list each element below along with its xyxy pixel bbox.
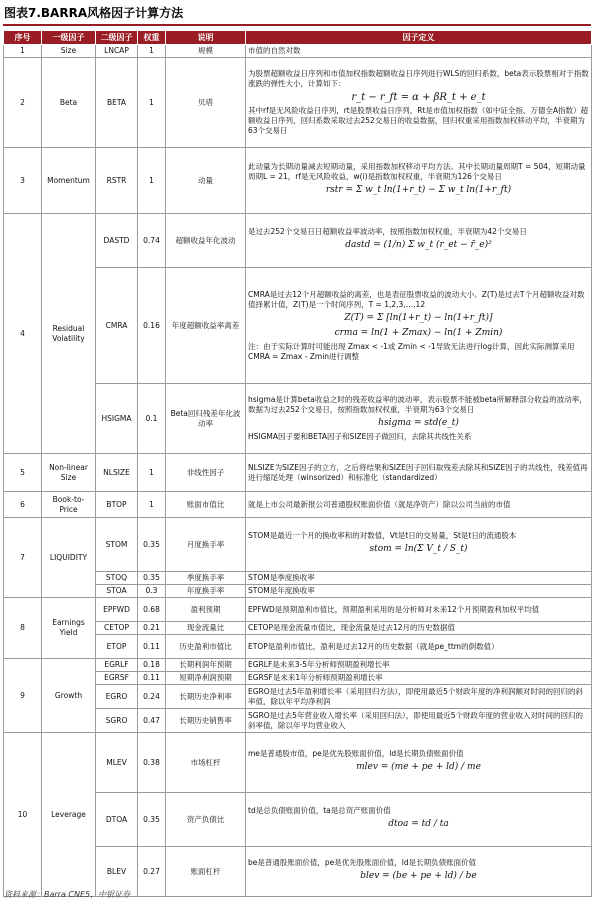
weight: 0.47 — [138, 709, 166, 733]
description: 盈利预期 — [166, 598, 246, 622]
level2-factor: BETA — [96, 58, 138, 148]
level1-factor: Earnings Yield — [42, 598, 96, 659]
description: 长期历史销售率 — [166, 709, 246, 733]
definition-text: STOM是最近一个月的换收率和的对数值，Vt是t日的交易量，St是t日的流通股本 — [248, 531, 517, 540]
definition — [246, 214, 592, 268]
level2-factor: MLEV — [96, 733, 138, 793]
table-row — [4, 733, 592, 793]
row-no: 8 — [4, 598, 42, 659]
definition: 市值的自然对数 — [246, 45, 592, 58]
level2-factor: BTOP — [96, 492, 138, 518]
table-row — [4, 518, 592, 572]
formula: hsigma = std(e_t) — [378, 418, 459, 428]
row-no: 3 — [4, 148, 42, 214]
table-row — [4, 148, 592, 214]
definition-text: 为股票超额收益日序列和市值加权指数超额收益日序列进行WLS的回归系数，beta表示股票相对于指数涨跌的弹性大小，计算如下： — [248, 69, 589, 88]
barra-factor-table — [3, 30, 592, 897]
definition-text: be是普通股账面价值，pe是优先股账面价值，ld是长期负债账面价值 — [248, 858, 477, 867]
header-row — [4, 31, 592, 45]
definition-text: 其中rf是无风险收益日序列，rt是股票收益日序列，Rt是市值加权指数（如中证全指、万德全A指数）超额收益日序列，回归系数采取过去252交易日的收益数据，回归权重采用指数加权移动平均，半衰期为63个交易日 — [248, 106, 589, 135]
definition — [246, 733, 592, 793]
definition: NLSIZE为SIZE因子的立方，之后将结果和SIZE因子回归取残差去除其和SIZE因子的共线性，残差值再进行缩尾处理（winsorized）和标准化（standardized） — [246, 454, 592, 492]
header-level1: 一级因子 — [42, 31, 96, 45]
level2-factor: CMRA — [96, 268, 138, 384]
definition: EGRSF是未来1年分析师预期盈利增长率 — [246, 672, 592, 685]
definition-text: 是过去252个交易日日超额收益率波动率，按照指数加权权重，半衰期为42个交易日 — [248, 227, 527, 236]
table-row — [4, 454, 592, 492]
weight: 0.24 — [138, 685, 166, 709]
table-row — [4, 45, 592, 58]
weight: 0.16 — [138, 268, 166, 384]
definition — [246, 384, 592, 454]
formula: rstr = Σ w_t ln(1+r_t) − Σ w_t ln(1+r_ft) — [325, 185, 512, 195]
description: 超额收益年化波动 — [166, 214, 246, 268]
definition — [246, 268, 592, 384]
level2-factor: SGRO — [96, 709, 138, 733]
formula: stom = ln(Σ V_t / S_t) — [369, 544, 468, 554]
description: 规模 — [166, 45, 246, 58]
definition-text: td是总负债账面价值，ta是总资产账面价值 — [248, 806, 391, 815]
description: 年度超额收益率离差 — [166, 268, 246, 384]
weight: 0.35 — [138, 793, 166, 847]
definition: 就是上市公司最新报公司普通股权账面价值（就是净资产）除以公司当前的市值 — [246, 492, 592, 518]
description: 账面杠杆 — [166, 847, 246, 897]
level2-factor: DTOA — [96, 793, 138, 847]
level2-factor: EGRLF — [96, 659, 138, 672]
definition — [246, 793, 592, 847]
weight: 1 — [138, 58, 166, 148]
level2-factor: HSIGMA — [96, 384, 138, 454]
level2-factor: EGRSF — [96, 672, 138, 685]
weight: 1 — [138, 45, 166, 58]
weight: 0.3 — [138, 585, 166, 598]
header-definition: 因子定义 — [246, 31, 592, 45]
row-no: 5 — [4, 454, 42, 492]
definition: EGRLF是未来3-5年分析师预期盈利增长率 — [246, 659, 592, 672]
level2-factor: NLSIZE — [96, 454, 138, 492]
level2-factor: RSTR — [96, 148, 138, 214]
table-row — [4, 598, 592, 622]
definition: EGRO是过去5年盈利增长率（采用回归方法），即使用最近5个财政年度的净利润额对时间的回归的斜率值，除以年平均净利润 — [246, 685, 592, 709]
description: 季度换手率 — [166, 572, 246, 585]
level1-factor: Size — [42, 45, 96, 58]
formula: mlev = (me + pe + ld) / me — [356, 762, 481, 772]
definition-text: CMRA是过去12个月超额收益的离差，也是表征股票收益的波动大小。Z(T)是过去T个月超额收益对数值择累计值，Z(T)是一个时间序列，T = 1,2,3,…,12 — [248, 289, 585, 309]
weight: 0.27 — [138, 847, 166, 897]
formula: crma = ln(1 + Zmax) − ln(1 + Zmin) — [334, 327, 503, 338]
weight: 1 — [138, 454, 166, 492]
level2-factor: CETOP — [96, 622, 138, 635]
definition-text: HSIGMA因子要和BETA因子和SIZE因子做回归，去除其共线性关系 — [248, 432, 472, 441]
level1-factor: Growth — [42, 659, 96, 733]
row-no: 9 — [4, 659, 42, 733]
row-no: 4 — [4, 214, 42, 454]
description: 长期历史净利率 — [166, 685, 246, 709]
description: 年度换手率 — [166, 585, 246, 598]
row-no: 7 — [4, 518, 42, 598]
level1-factor: Residual Volatility — [42, 214, 96, 454]
description: 资产负债比 — [166, 793, 246, 847]
weight: 0.74 — [138, 214, 166, 268]
weight: 0.21 — [138, 622, 166, 635]
level2-factor: BLEV — [96, 847, 138, 897]
level2-factor: STOA — [96, 585, 138, 598]
row-no: 1 — [4, 45, 42, 58]
header-level2: 二级因子 — [96, 31, 138, 45]
description: 动量 — [166, 148, 246, 214]
description: 现金流量比 — [166, 622, 246, 635]
formula: r_t − r_ft = α + βR_t + e_t — [351, 92, 486, 103]
level2-factor: DASTD — [96, 214, 138, 268]
definition-text: 注：由于实际计算时可能出现 Zmax < -1或 Zmin < -1导致无法进行log计算，因此实际测算采用CMRA = Zmax - Zmin进行调整 — [248, 341, 575, 361]
description: 账面市值比 — [166, 492, 246, 518]
weight: 0.35 — [138, 518, 166, 572]
definition — [246, 518, 592, 572]
description: 贝塔 — [166, 58, 246, 148]
header-desc: 说明 — [166, 31, 246, 45]
definition: ETOP是盈利市值比，盈利是过去12月的历史数据（就是pe_ttm的倒数值） — [246, 635, 592, 659]
table-row — [4, 492, 592, 518]
weight: 0.38 — [138, 733, 166, 793]
level2-factor: ETOP — [96, 635, 138, 659]
level2-factor: STOQ — [96, 572, 138, 585]
level1-factor: Leverage — [42, 733, 96, 897]
description: 市场杠杆 — [166, 733, 246, 793]
definition — [246, 58, 592, 148]
description: 非线性因子 — [166, 454, 246, 492]
formula: dastd = (1/n) Σ w_t (r_et − r̄_e)² — [345, 240, 492, 250]
table-title: 图表7.BARRA风格因子计算方法 — [4, 6, 184, 20]
definition: CETOP是现金流量市值比，现金流量是过去12月的历史数据值 — [246, 622, 592, 635]
definition-text: me是普通股市值，pe是优先股账面价值，ld是长期负债账面价值 — [248, 749, 464, 758]
level1-factor: Non-linear Size — [42, 454, 96, 492]
row-no: 2 — [4, 58, 42, 148]
level1-factor: Momentum — [42, 148, 96, 214]
description: 历史盈利市值比 — [166, 635, 246, 659]
row-no: 6 — [4, 492, 42, 518]
weight: 0.18 — [138, 659, 166, 672]
formula: blev = (be + pe + ld) / be — [360, 871, 477, 881]
table-row — [4, 58, 592, 148]
header-no: 序号 — [4, 31, 42, 45]
weight: 0.11 — [138, 635, 166, 659]
weight: 0.1 — [138, 384, 166, 454]
definition — [246, 847, 592, 897]
weight: 0.35 — [138, 572, 166, 585]
definition: SGRO是过去5年营业收入增长率（采用回归法），即使用最近5个财政年度的营业收入对时间的回归的斜率值，除以年平均营业收入 — [246, 709, 592, 733]
weight: 1 — [138, 148, 166, 214]
description: 长期利润年预期 — [166, 659, 246, 672]
header-weight: 权重 — [138, 31, 166, 45]
table-row — [4, 214, 592, 268]
level1-factor: Beta — [42, 58, 96, 148]
level2-factor: EPFWD — [96, 598, 138, 622]
level1-factor: LIQUIDITY — [42, 518, 96, 598]
title-rule — [3, 24, 591, 26]
weight: 0.68 — [138, 598, 166, 622]
table-row — [4, 659, 592, 672]
formula: Z(T) = Σ [ln(1+r_t) − ln(1+r_ft)] — [344, 312, 493, 323]
definition: EPFWD是预期盈利市值比，预期盈利采用的是分析师对未来12个月预期盈利加权平均值 — [246, 598, 592, 622]
description: 月度换手率 — [166, 518, 246, 572]
level2-factor: LNCAP — [96, 45, 138, 58]
level2-factor: EGRO — [96, 685, 138, 709]
description: 短期净利润预期 — [166, 672, 246, 685]
source-note: 资料来源：Barra CNE5，中银证券 — [4, 890, 131, 899]
definition: STOM是季度换收率 — [246, 572, 592, 585]
weight: 1 — [138, 492, 166, 518]
description: Beta回归残差年化波动率 — [166, 384, 246, 454]
definition — [246, 148, 592, 214]
definition: STOM是年度换收率 — [246, 585, 592, 598]
row-no: 10 — [4, 733, 42, 897]
formula: dtoa = td / ta — [388, 819, 449, 829]
weight: 0.11 — [138, 672, 166, 685]
level1-factor: Book-to-Price — [42, 492, 96, 518]
level2-factor: STOM — [96, 518, 138, 572]
definition-text: hsigma是计算beta收益之时的残差收益率的波动率，表示股票不能被beta所解释部分收益的波动率，数据为过去252个交易日，按照指数加权权重，半衰期为63个交易日 — [248, 395, 587, 414]
definition-text: 此动量为长期动量减去短期动量，采用指数加权移动平均方法。其中长期动量周期T = 504，短期动量周期L = 21，rf是无风险收益，w(i)是指数加权权重，半衰期为126个交易日 — [248, 162, 586, 181]
